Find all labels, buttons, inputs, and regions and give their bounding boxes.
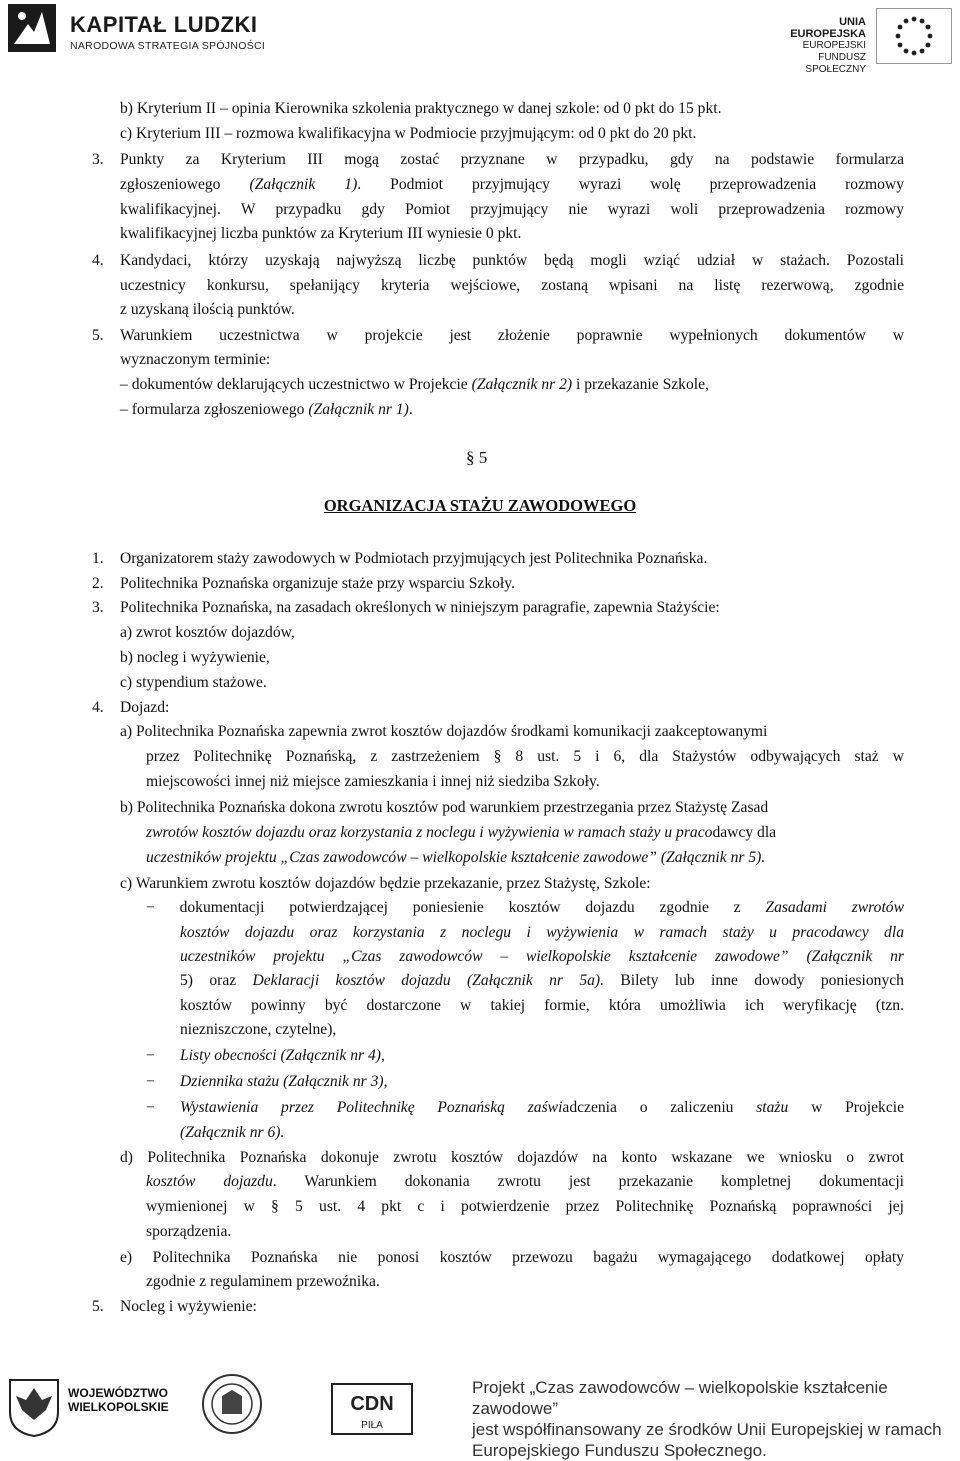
s5-4c-diary xyxy=(180,1070,904,1094)
item-5-line4-b: (Załącznik nr 1) xyxy=(308,401,409,418)
item-4-line1: Kandydaci, którzy uzyskają najwyższą liczbę punktów będą mogli wziąć udział w stażach. Pozostali xyxy=(120,252,904,269)
s5-4a-line1: a) Politechnika Poznańska zapewnia zwrot kosztów dojazdów środkami komunikacji zaakceptowanymi xyxy=(120,723,768,740)
kapital-ludzki-logo-icon xyxy=(8,4,56,52)
s5-4d-line2-a: kosztów dojazdu xyxy=(146,1173,273,1190)
s5-4a-line3: miejscowości innej niż miejsce zamieszkania i innej niż siedziba Szkoły. xyxy=(146,773,600,790)
s5-4c-doc-line4-d: Bilety lub inne dowody poniesionych xyxy=(604,972,904,989)
s5-4c-doc-line2-text: kosztów dojazdu oraz korzystania z noclegu i wyżywienia w ramach staży u pracodawcy dla xyxy=(180,924,904,941)
s5-4c-certificate-a: Wystawienia przez Politechnikę Poznańską zaświ xyxy=(180,1099,563,1116)
s5-4c-doc-line3-text: uczestników projektu „Czas zawodowców – wielkopolskie kształcenie zawodowe” (Załącznik nr xyxy=(180,948,904,965)
s5-4c-doc-line5: kosztów powinny być dostarczone w takiej formie, która umożliwia ich weryfikację (tzn. xyxy=(180,997,904,1014)
item-5-line1: Warunkiem uczestnictwa w projekcie jest złożenie poprawnie wypełnionych dokumentów w xyxy=(120,327,904,344)
s5-4c-certificate-d: w Projekcie xyxy=(788,1099,904,1116)
s5-4b-line1: b) Politechnika Poznańska dokona zwrotu kosztów pod warunkiem przestrzegania przez Stażystę Zasad xyxy=(120,799,769,816)
item-5-line4 xyxy=(120,398,904,422)
item-5-line3-a: – dokumentów deklarujących uczestnictwo w Projekcie xyxy=(120,376,472,393)
s5-4b-line3-text: uczestników projektu „Czas zawodowców – wielkopolskie kształcenie zawodowe” (Załącznik nr 5). xyxy=(146,849,766,866)
s5-4c-doc-line2 xyxy=(180,921,904,945)
criterion-3-line: c) Kryterium III – rozmowa kwalifikacyjna w Podmiocie przyjmującym: od 0 pkt do 20 pkt. xyxy=(120,125,697,142)
s5-4c-certificate-line2 xyxy=(180,1121,904,1145)
s5-4c-certificate-b: adczenia o zaliczeniu xyxy=(562,1099,757,1116)
s5-4c-doc-line4-b: Deklaracji kosztów dojazdu xyxy=(252,972,451,989)
kapital-ludzki-title: KAPITAŁ LUDZKI xyxy=(70,12,258,37)
item-3-line4: kwalifikacyjnej liczba punktów za Kryterium III wyniesie 0 pkt. xyxy=(120,225,522,242)
wielkopolska-text xyxy=(68,1386,169,1414)
eu-logo-text xyxy=(766,16,866,76)
s5-4b-line2-a: zwrotów kosztów dojazdu oraz korzystania z noclegu i wyżywienia w ramach staży u praco xyxy=(146,824,713,841)
section-title: ORGANIZACJA STAŻU ZAWODOWEGO xyxy=(323,496,637,515)
s5-item-4-number: 4. xyxy=(92,699,104,716)
s5-4c-doc-line4-a: 5) oraz xyxy=(180,972,253,989)
s5-4b-line3 xyxy=(146,846,904,870)
item-5-line3-b: (Załącznik nr 2) xyxy=(471,376,573,393)
project-line3: Europejskiego Funduszu Społecznego. xyxy=(472,1441,767,1460)
item-5-number: 5. xyxy=(92,327,104,344)
s5-4c-doc-line6: niezniszczone, czytelne), xyxy=(180,1021,337,1038)
item-3-line2-a: zgłoszeniowego xyxy=(120,176,250,193)
s5-4a-line2: przez Politechnikę Poznańską, z zastrzeżeniem § 8 ust. 5 i 6, dla Stażystów odbywających staż w xyxy=(146,748,904,765)
cdn-pila-logo-icon xyxy=(330,1382,414,1436)
s5-4c-diary-text: Dziennika stażu (Załącznik nr 3), xyxy=(180,1073,388,1090)
item-4-line2: uczestnicy konkursu, spełanijący kryteria wejściowe, zostaną wpisani na listę rezerwową, zgodnie xyxy=(120,277,904,294)
cdn-top-text: CDN xyxy=(350,1393,394,1415)
s5-4c-doc-line1 xyxy=(146,896,904,920)
s5-4c-certificate xyxy=(180,1096,904,1120)
s5-item-3a: a) zwrot kosztów dojazdów, xyxy=(120,624,295,641)
s5-4e-line1: e) Politechnika Poznańska nie ponosi kosztów przewozu bagażu wymagającego dodatkowej opłaty xyxy=(120,1249,904,1266)
s5-item-2-number: 2. xyxy=(92,575,104,592)
ww-line2: WIELKOPOLSKIE xyxy=(68,1400,169,1414)
s5-4c-doc-line1-a: − dokumentacji potwierdzającej poniesienie kosztów dojazdu zgodnie z xyxy=(146,899,766,916)
dash-marker: − xyxy=(146,1073,155,1090)
s5-item-3c: c) stypendium stażowe. xyxy=(120,674,267,691)
s5-4c-attendance-text: Listy obecności (Załącznik nr 4), xyxy=(180,1047,385,1064)
item-3-line2 xyxy=(120,173,904,197)
eu-line1: UNIA EUROPEJSKA xyxy=(790,16,866,40)
s5-4d-line2-b: . Warunkiem dokonania zwrotu jest przekazanie kompletnej dokumentacji xyxy=(272,1173,905,1190)
item-4-number: 4. xyxy=(92,252,104,269)
dash-marker: − xyxy=(146,1099,155,1116)
s5-4d-line2 xyxy=(146,1170,904,1194)
dash-marker: − xyxy=(146,1047,155,1064)
s5-4c-certificate-c: stażu xyxy=(756,1099,789,1116)
eu-line2: EUROPEJSKI xyxy=(802,40,866,51)
s5-item-2: Politechnika Poznańska organizuje staże przy wsparciu Szkoły. xyxy=(120,575,515,592)
s5-4e-line2: zgodnie z regulaminem przewoźnika. xyxy=(146,1273,380,1290)
item-5-line3-c: i przekazanie Szkole, xyxy=(572,376,709,393)
s5-4b-line2 xyxy=(146,821,904,845)
s5-4c-doc-line3 xyxy=(180,945,904,969)
s5-4c-doc-line1-b: Zasadami zwrotów xyxy=(765,899,904,916)
s5-item-3-number: 3. xyxy=(92,599,104,616)
project-line2: jest współfinansowany ze środków Unii Europejskiej w ramach xyxy=(472,1420,942,1439)
cdn-bottom-text: PIŁA xyxy=(361,1420,383,1431)
item-5-line4-a: – formularza zgłoszeniowego xyxy=(120,401,309,418)
item-3-line1: Punkty za Kryterium III mogą zostać przyznane w przypadku, gdy na podstawie formularza xyxy=(120,151,904,168)
item-5-line2: wyznaczonym terminie: xyxy=(120,351,271,368)
item-3-number: 3. xyxy=(92,151,104,168)
eu-flag-icon xyxy=(876,8,952,64)
item-5-line4-c: . xyxy=(408,401,413,418)
s5-item-3b: b) nocleg i wyżywienie, xyxy=(120,649,270,666)
s5-item-5: Nocleg i wyżywienie: xyxy=(120,1298,257,1315)
s5-4d-line3: wymienionej w § 5 ust. 4 pkt c i potwierdzenie przez Politechnikę Poznańską poprawności jej xyxy=(146,1198,904,1215)
item-3-line2-b: (Załącznik 1) xyxy=(249,176,358,193)
s5-4c-doc-line4-c: (Załącznik nr 5a). xyxy=(450,972,605,989)
project-funding-note xyxy=(472,1377,960,1461)
s5-4c-line1: c) Warunkiem zwrotu kosztów dojazdów będzie przekazanie, przez Stażystę, Szkole: xyxy=(120,875,651,892)
wielkopolska-eagle-icon xyxy=(6,1376,62,1438)
item-3-line2-c: . Podmiot przyjmujący wyrazi wolę przeprowadzenia rozmowy xyxy=(357,176,904,193)
kapital-ludzki-subtitle: NARODOWA STRATEGIA SPÓJNOŚCI xyxy=(70,40,266,52)
item-5-line3 xyxy=(120,373,904,397)
page-header xyxy=(0,0,960,80)
politechnika-seal-icon xyxy=(200,1372,264,1436)
s5-4d-line1: d) Politechnika Poznańska dokonuje zwrotu kosztów dojazdów na konto wskazane we wniosku o zwrot xyxy=(120,1149,904,1166)
s5-item-5-number: 5. xyxy=(92,1298,104,1315)
criterion-2-line: b) Kryterium II – opinia Kierownika szkolenia praktycznego w danej szkole: od 0 pkt do 15 pkt. xyxy=(120,100,722,117)
s5-4c-doc-line4 xyxy=(180,969,904,993)
eu-line3: FUNDUSZ SPOŁECZNY xyxy=(805,52,866,75)
s5-item-3: Politechnika Poznańska, na zasadach określonych w niniejszym paragrafie, zapewnia Stażyście: xyxy=(120,599,720,616)
s5-item-4: Dojazd: xyxy=(120,699,170,716)
s5-4c-certificate-line2-text: (Załącznik nr 6). xyxy=(180,1124,285,1141)
s5-item-1: Organizatorem staży zawodowych w Podmiotach przyjmujących jest Politechnika Poznańska. xyxy=(120,550,708,567)
item-3-line3: kwalifikacyjnej. W przypadku gdy Pomiot przyjmujący nie wyrazi woli przeprowadzenia rozmowy xyxy=(120,201,904,218)
s5-item-1-number: 1. xyxy=(92,550,104,567)
ww-line1: WOJEWÓDZTWO xyxy=(68,1386,168,1400)
s5-4c-attendance xyxy=(180,1044,904,1068)
s5-4b-line2-b: dawcy dla xyxy=(712,824,777,841)
section-sign: § 5 xyxy=(466,448,488,467)
s5-4d-line4: sporządzenia. xyxy=(146,1223,232,1240)
item-4-line3: z uzyskaną ilością punktów. xyxy=(120,301,295,318)
project-line1: Projekt „Czas zawodowców – wielkopolskie kształcenie zawodowe” xyxy=(472,1378,888,1418)
